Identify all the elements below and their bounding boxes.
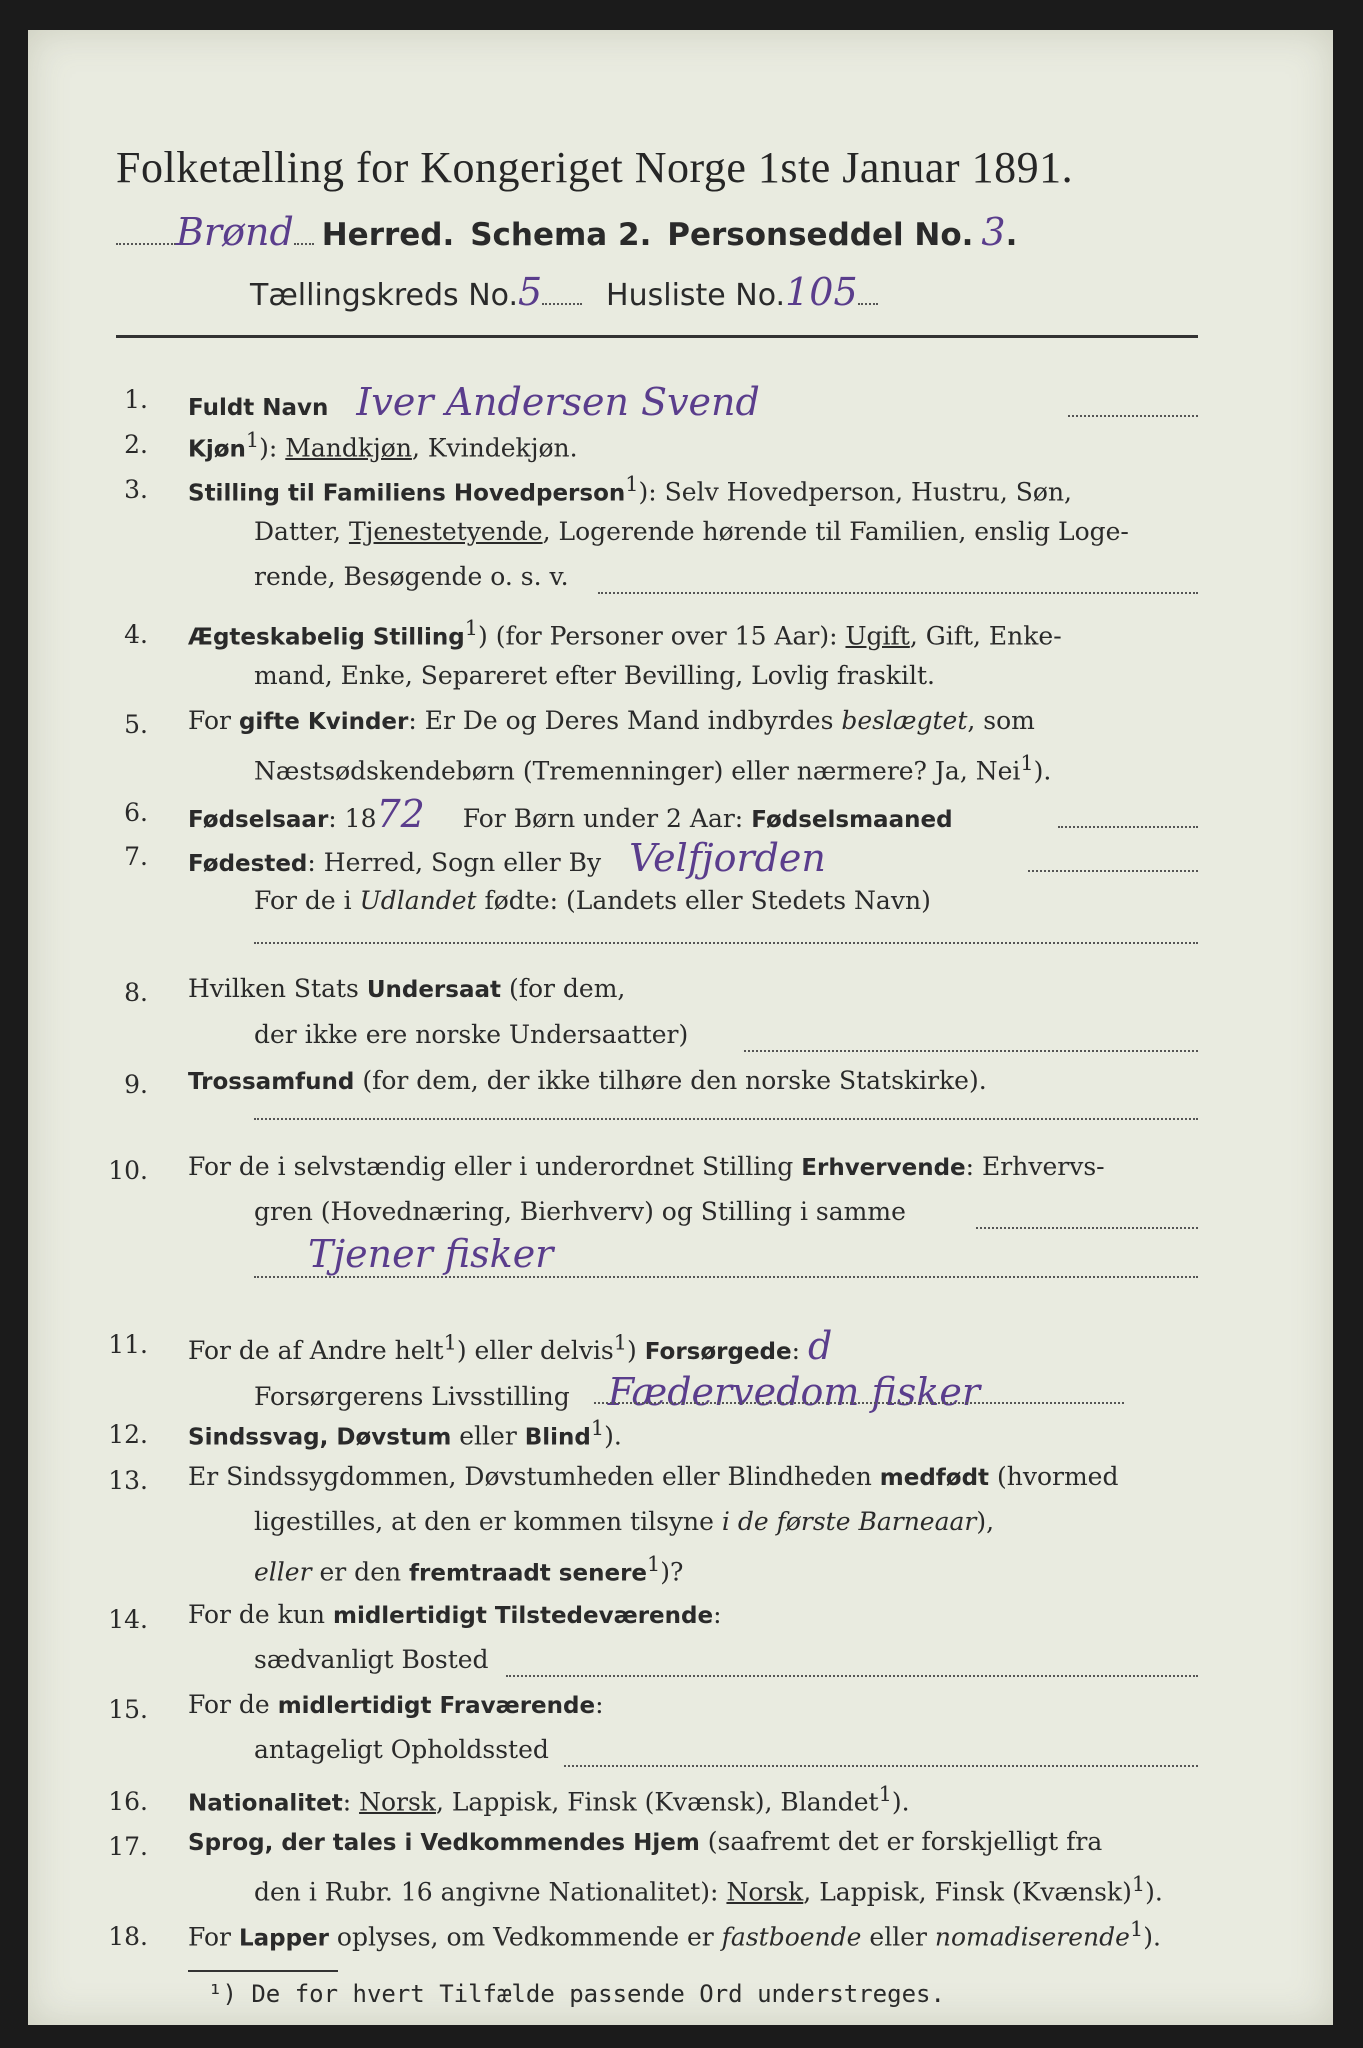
footnote-rule	[188, 1970, 338, 1972]
supported-mark: d	[808, 1324, 833, 1368]
birth-year-value: 72	[376, 792, 425, 836]
item-12: Sindssvag, Døvstum eller Blind$^1$).	[188, 1416, 622, 1451]
birthplace-value: Velfjorden	[629, 836, 826, 880]
item-18: For Lapper oplyses, om Vedkommende er fastboende eller nomadiserende$^1$).	[188, 1917, 1161, 1952]
item-10: For de i selvstændig eller i underordnet Stilling Erhvervende: Erhvervs-	[188, 1152, 1105, 1181]
form-title: Folketælling for Kongeriget Norge 1ste Januar 1891.	[116, 143, 1074, 192]
item-1: Fuldt Navn Iver Andersen Svend	[188, 380, 760, 424]
occupation-value: Tjener fisker	[308, 1232, 554, 1276]
item-16: Nationalitet: Norsk, Lappisk, Finsk (Kvænsk), Blandet$^1$).	[188, 1782, 910, 1817]
item-9: Trossamfund (for dem, der ikke tilhøre den norske Statskirke).	[188, 1066, 987, 1095]
herred-line: Brønd Herred. Schema 2. Personseddel No. 3.	[116, 210, 1017, 254]
item-2: Kjøn$^1$): Mandkjøn, Kvindekjøn.	[188, 428, 578, 463]
kreds-value: 5	[518, 270, 543, 314]
personseddel-label: Personseddel No.	[667, 217, 974, 253]
census-form: Folketælling for Kongeriget Norge 1ste Januar 1891. Brønd Herred. Schema 2. Personseddel No. 3. Tællingskreds No.5 Husliste No.105 1. Fuldt Navn Iver Andersen Svend 2. Kjøn$^1$): Mandkjøn, Kvindekjøn. 3. Stilling til Familiens Hovedperson$^1$): Selv Hovedperson, Hustru, Søn, Datter, Tjenestetyende, Logerende hørende til Familien, enslig Loge- rende, Besøgende o. s. v. 4. Ægteskabelig Stilling$^1$) (for Personer over 15 Aar): Ugift, Gift, Enke- mand, Enke, Separeret efter Bevilling, Lovlig fraskilt. 5. For gifte Kvinder: Er De og Deres Mand indbyrdes beslægtet, som Næstsødskendebørn (Tremenninger) eller nærmere? Ja, Nei$^1$). 6. Fødselsaar: 1872 For Børn under 2 Aar: Fødselsmaaned 7. Fødested: Herred, Sogn eller By Velfjorden For de i Udlandet fødte: (Landets eller Stedets Navn) 8. Hvilken Stats Undersaat (for dem, der ikke ere norske Undersaatter) 9. Trossamfund (for dem, der ikke tilhøre den norske Statskirke). 10. For de i selvstændig eller i underordnet Stilling Erhvervende: Erhvervs- gren (Hovednæring, Bierhverv) og Stilling i samme Tjener fisker 11. For de af Andre helt$^1$) eller delvis$^1$) Forsørgede: d Forsørgerens Livsstilling Fædervedom fisker 12. Sindssvag, Døvstum eller Blind$^1$). 13. Er Sindssygdommen, Døvstumheden eller Blindheden medfødt (hvormed ligestilles, at den er kommen tilsyne i de første Barneaar), eller er den fremtraadt senere$^1$)? 14. For de kun midlertidigt Tilstedeværende: sædvanligt Bosted 15. For de midlertidigt Fraværende: antageligt Opholdssted 16. Nationalitet: Norsk, Lappisk, Finsk (Kvænsk), Blandet$^1$). 17. Sprog, der tales i Vedkommendes Hjem (saafremt det er forskjelligt fra den i Rubr. 16 angivne Nationalitet): Norsk, Lappisk, Finsk (Kvænsk)$^1$). 18. For Lapper oplyses, om Vedkommende er fastboende eller nomadiserende$^1$). ¹) De for hvert Tilfælde passende Ord understreges.	[28, 30, 1333, 2025]
provider-occupation-value: Fædervedom fisker	[607, 1370, 980, 1414]
personseddel-value: 3	[981, 210, 1006, 254]
item-15: For de midlertidigt Fraværende:	[188, 1690, 604, 1719]
kreds-label: Tællingskreds No.	[250, 278, 518, 313]
item-3: Stilling til Familiens Hovedperson$^1$): Selv Hovedperson, Hustru, Søn,	[188, 472, 1072, 507]
item-17: Sprog, der tales i Vedkommendes Hjem (saafremt det er forskjelligt fra	[188, 1827, 1103, 1856]
item-5: For gifte Kvinder: Er De og Deres Mand indbyrdes beslægtet, som	[188, 706, 1035, 735]
item-7: Fødested: Herred, Sogn eller By Velfjorden	[188, 836, 826, 880]
full-name-value: Iver Andersen Svend	[356, 380, 760, 424]
item-4: Ægteskabelig Stilling$^1$) (for Personer over 15 Aar): Ugift, Gift, Enke-	[188, 616, 1062, 651]
item-11: For de af Andre helt$^1$) eller delvis$^1$) Forsørgede: d	[188, 1324, 833, 1368]
item-8: Hvilken Stats Undersaat (for dem,	[188, 974, 626, 1003]
item-13: Er Sindssygdommen, Døvstumheden eller Blindheden medfødt (hvormed	[188, 1462, 1119, 1491]
herred-label: Herred.	[321, 217, 455, 253]
herred-value: Brønd	[176, 210, 294, 254]
footnote: ¹) De for hvert Tilfælde passende Ord understreges.	[208, 1980, 945, 2008]
kreds-line	[250, 270, 878, 314]
item-6: Fødselsaar: 1872 For Børn under 2 Aar: Fødselsmaaned	[188, 792, 953, 836]
husliste-label: Husliste No.	[606, 278, 786, 313]
item-14: For de kun midlertidigt Tilstedeværende:	[188, 1600, 722, 1629]
husliste-value: 105	[785, 270, 858, 314]
header-rule	[116, 335, 1198, 338]
item-number: 1.	[124, 385, 148, 414]
schema-label: Schema 2.	[470, 217, 652, 253]
